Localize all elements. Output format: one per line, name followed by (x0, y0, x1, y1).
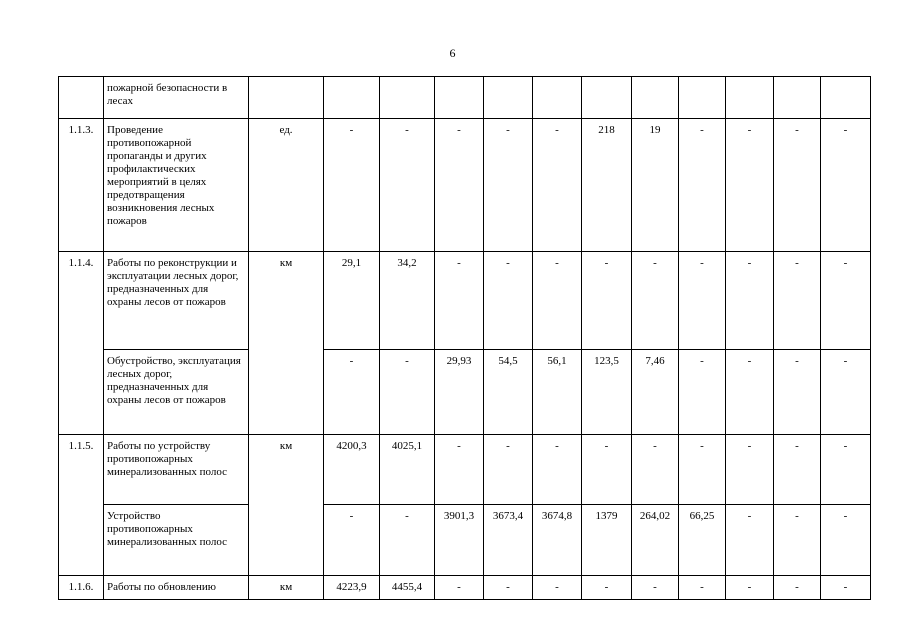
measures-table (58, 76, 871, 600)
value-cell: - (726, 576, 774, 600)
unit-cell: ед. (249, 119, 324, 252)
value-cell: 34,2 (380, 252, 435, 350)
unit-cell: км (249, 576, 324, 600)
value-cell: - (324, 350, 380, 435)
value-cell: - (726, 252, 774, 350)
value-cell: 4455,4 (380, 576, 435, 600)
value-cell: - (533, 576, 582, 600)
value-cell (821, 77, 871, 119)
value-cell: - (380, 505, 435, 576)
value-cell: - (324, 119, 380, 252)
value-cell: - (484, 252, 533, 350)
value-cell: 56,1 (533, 350, 582, 435)
description-cell: Устройство противопожарных минерализованных полос (104, 505, 249, 576)
value-cell: - (774, 119, 821, 252)
value-cell: - (435, 576, 484, 600)
value-cell: - (679, 252, 726, 350)
value-cell: - (774, 505, 821, 576)
value-cell: - (582, 435, 632, 505)
value-cell: 1379 (582, 505, 632, 576)
table-row (59, 252, 871, 350)
value-cell (484, 77, 533, 119)
value-cell (679, 77, 726, 119)
value-cell: - (679, 119, 726, 252)
value-cell: - (435, 119, 484, 252)
value-cell: - (774, 252, 821, 350)
value-cell (324, 77, 380, 119)
value-cell: - (484, 119, 533, 252)
value-cell: - (679, 350, 726, 435)
value-cell: 3673,4 (484, 505, 533, 576)
value-cell: 29,93 (435, 350, 484, 435)
description-cell: Работы по реконструкции и эксплуатации лесных дорог, предназначенных для охраны лесов от пожаров (104, 252, 249, 350)
value-cell: 4200,3 (324, 435, 380, 505)
row-number-cell: 1.1.5. (59, 435, 104, 576)
row-number-cell (59, 77, 104, 119)
value-cell: - (821, 505, 871, 576)
value-cell: - (435, 252, 484, 350)
description-cell: Работы по обновлению (104, 576, 249, 600)
value-cell: - (726, 119, 774, 252)
value-cell: 123,5 (582, 350, 632, 435)
value-cell (380, 77, 435, 119)
value-cell: - (632, 252, 679, 350)
table-row (59, 505, 871, 576)
value-cell: - (582, 576, 632, 600)
value-cell (582, 77, 632, 119)
value-cell: 29,1 (324, 252, 380, 350)
table-row (59, 350, 871, 435)
description-cell: пожарной безопасности в лесах (104, 77, 249, 119)
value-cell: - (821, 350, 871, 435)
value-cell: - (774, 576, 821, 600)
row-number-cell: 1.1.6. (59, 576, 104, 600)
value-cell: - (632, 435, 679, 505)
value-cell: - (324, 505, 380, 576)
value-cell: - (435, 435, 484, 505)
value-cell: 218 (582, 119, 632, 252)
value-cell: 7,46 (632, 350, 679, 435)
value-cell: - (533, 119, 582, 252)
value-cell: - (380, 119, 435, 252)
value-cell (533, 77, 582, 119)
table-row (59, 576, 871, 600)
value-cell: - (821, 252, 871, 350)
value-cell: - (632, 576, 679, 600)
value-cell: - (821, 435, 871, 505)
value-cell: 3674,8 (533, 505, 582, 576)
unit-cell: км (249, 435, 324, 576)
unit-cell: км (249, 252, 324, 435)
value-cell: - (774, 435, 821, 505)
value-cell: - (821, 576, 871, 600)
table-row (59, 435, 871, 505)
description-cell: Работы по устройству противопожарных минерализованных полос (104, 435, 249, 505)
value-cell: - (582, 252, 632, 350)
value-cell: - (726, 505, 774, 576)
value-cell: 66,25 (679, 505, 726, 576)
value-cell (726, 77, 774, 119)
value-cell: - (726, 435, 774, 505)
value-cell: 4025,1 (380, 435, 435, 505)
value-cell: - (533, 252, 582, 350)
value-cell: 3901,3 (435, 505, 484, 576)
value-cell (435, 77, 484, 119)
value-cell: 264,02 (632, 505, 679, 576)
description-cell: Обустройство, эксплуатация лесных дорог, предназначенных для охраны лесов от пожаров (104, 350, 249, 435)
table-row (59, 77, 871, 119)
value-cell: 19 (632, 119, 679, 252)
value-cell (632, 77, 679, 119)
value-cell (774, 77, 821, 119)
value-cell: - (679, 576, 726, 600)
value-cell: 4223,9 (324, 576, 380, 600)
value-cell: - (484, 576, 533, 600)
table-row (59, 119, 871, 252)
value-cell: 54,5 (484, 350, 533, 435)
value-cell: - (380, 350, 435, 435)
value-cell: - (774, 350, 821, 435)
row-number-cell: 1.1.3. (59, 119, 104, 252)
value-cell: - (484, 435, 533, 505)
value-cell: - (533, 435, 582, 505)
value-cell: - (726, 350, 774, 435)
description-cell: Проведение противопожарной пропаганды и других профилактических мероприятий в целях предотвращения возникновения лесных пожаров (104, 119, 249, 252)
row-number-cell: 1.1.4. (59, 252, 104, 435)
value-cell: - (821, 119, 871, 252)
page-number: 6 (449, 46, 456, 60)
value-cell: - (679, 435, 726, 505)
unit-cell (249, 77, 324, 119)
